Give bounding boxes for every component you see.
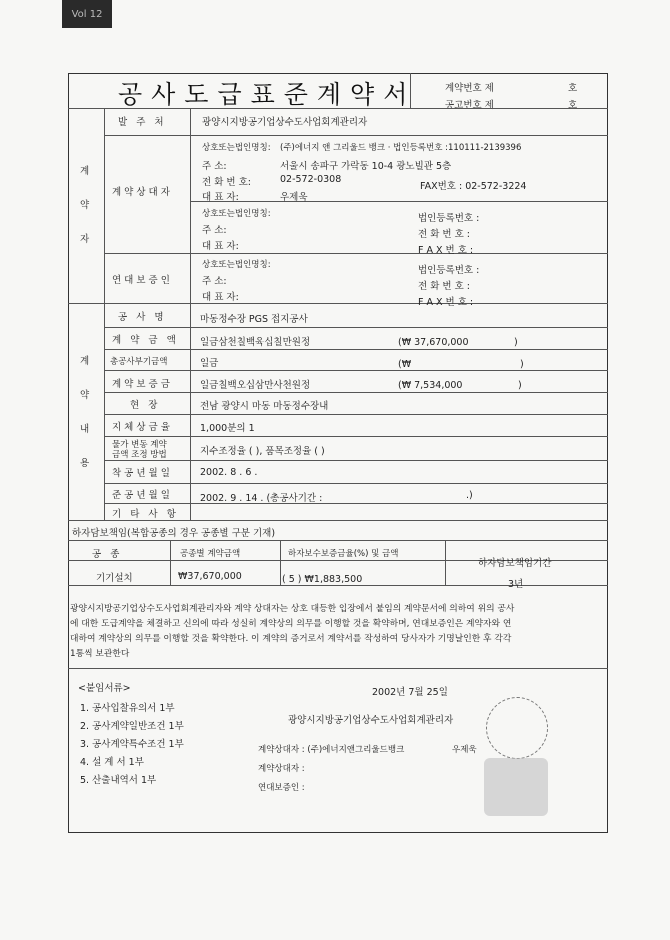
co-contractor-trade-name-label: 상호또는법인명칭: xyxy=(202,209,271,219)
side-label-party-2: 약 xyxy=(80,200,93,211)
paragraph-line-4: 1통씩 보관한다 xyxy=(70,649,130,659)
side-label-content-1: 계 xyxy=(80,356,93,367)
total-amount-text: 일금 xyxy=(200,358,219,369)
start-date-value: 2002. 8 . 6 . xyxy=(200,467,258,478)
deposit-text: 일금칠백오십삼만사천원정 xyxy=(200,380,311,391)
co-contractor-reg-label: 법인등록번호 : xyxy=(418,213,480,224)
warranty-row-amount: ₩37,670,000 xyxy=(178,571,242,582)
signature-contractor: 계약상대자 : (주)에너지앤그리울드뱅크 xyxy=(258,745,405,755)
paragraph-line-3: 대하여 계약상의 의무를 이행할 것을 확약한다. 이 계약의 증거로서 계약서를 작성하여 당사자가 기명날인한 후 각각 xyxy=(70,634,512,644)
orderer-label: 발 주 처 xyxy=(118,117,167,128)
warranty-row-period: 3년 xyxy=(508,579,524,590)
side-label-content-2: 약 xyxy=(80,390,93,401)
total-amount-close: ) xyxy=(520,359,524,370)
finish-date-close: .) xyxy=(466,490,473,501)
signature-contractor-title: 우제욱 xyxy=(452,745,477,755)
contractor-rep: 우제욱 xyxy=(280,192,308,203)
warranty-col-type: 공 종 xyxy=(92,549,123,560)
guarantor-label: 연대보증인 xyxy=(112,275,173,286)
side-label-content-3: 내 xyxy=(80,424,93,435)
co-contractor-address-label: 주 소: xyxy=(202,225,227,236)
side-label-content-4: 용 xyxy=(80,458,93,469)
warranty-col-period: 하자담보책임기간 xyxy=(478,558,552,569)
total-amount-number: (₩ xyxy=(398,359,412,370)
amount-text: 일금삼천칠백육십칠만원정 xyxy=(200,337,311,348)
deposit-label: 계약보증금 xyxy=(112,379,173,390)
price-adjust-value: 지수조정율 ( ), 품목조정율 ( ) xyxy=(200,446,325,457)
attachments-title: <붙임서류> xyxy=(78,683,131,694)
guarantor-reg-label: 법인등록번호 : xyxy=(418,265,480,276)
public-number-suffix: 호 xyxy=(568,100,578,111)
signature-org: 광양시지방공기업상수도사업회계관리자 xyxy=(288,715,454,726)
attachment-item-5: 5. 산출내역서 1부 xyxy=(80,775,157,786)
contractor-phone: 02-572-0308 xyxy=(280,174,342,185)
amount-number: (₩ 37,670,000 xyxy=(398,337,469,348)
project-name-label: 공 사 명 xyxy=(118,312,167,323)
attachment-item-1: 1. 공사입찰유의서 1부 xyxy=(80,703,175,714)
orderer-value: 광양시지방공기업상수도사업회계관리자 xyxy=(202,117,368,128)
price-adjust-label-2: 금액 조정 방법 xyxy=(112,450,167,460)
contract-number-label: 계약번호 제 xyxy=(445,83,494,94)
total-amount-label: 총공사부기금액 xyxy=(110,357,168,367)
corner-tag: Vol 12 xyxy=(62,0,112,28)
amount-close: ) xyxy=(514,337,518,348)
deposit-close: ) xyxy=(518,380,522,391)
attachment-item-2: 2. 공사계약일반조건 1부 xyxy=(80,721,184,732)
site-value: 전남 광양시 마동 마동정수장내 xyxy=(200,401,329,412)
company-seal xyxy=(484,758,548,816)
contractor-rep-label: 대 표 자: xyxy=(202,192,239,203)
contract-number-suffix: 호 xyxy=(568,83,578,94)
agreement-paragraph xyxy=(70,602,604,662)
official-seal xyxy=(486,697,548,759)
contractor-trade-name-label: 상호또는법인명칭: xyxy=(202,143,271,153)
delay-rate-value: 1,000분의 1 xyxy=(200,423,255,434)
paragraph-line-2: 에 대한 도급계약을 체결하고 신의에 따라 성실히 계약상의 의무를 이행할 것을 확약하며, 연대보증인은 계약자와 연 xyxy=(70,619,512,629)
guarantor-phone-label: 전 화 번 호 : xyxy=(418,281,470,292)
warranty-row-rate: ( 5 ) ₩1,883,500 xyxy=(282,574,363,585)
price-adjust-label-1: 물가 변동 계약 xyxy=(112,440,167,450)
signature-co-contractor: 계약상대자 : xyxy=(258,764,305,774)
other-label: 기 타 사 항 xyxy=(112,509,179,520)
contractor-address: 서울시 송파구 가락동 10-4 광노빌관 5층 xyxy=(280,161,452,172)
co-contractor-fax-label: F A X 번 호 : xyxy=(418,245,474,256)
guarantor-rep-label: 대 표 자: xyxy=(202,292,239,303)
guarantor-address-label: 주 소: xyxy=(202,276,227,287)
guarantor-trade-name-label: 상호또는법인명칭: xyxy=(202,260,271,270)
start-date-label: 착공년월일 xyxy=(112,468,173,479)
document-title: 공사도급표준계약서 xyxy=(118,80,417,109)
guarantor-fax-label: F A X 번 호 : xyxy=(418,297,474,308)
contractor-phone-label: 전 화 번 호: xyxy=(202,177,251,188)
signature-guarantor: 연대보증인 : xyxy=(258,783,305,793)
warranty-title: 하자담보책임(복합공종의 경우 공종별 구분 기재) xyxy=(72,528,276,539)
warranty-col-rate: 하자보수보증금율(%) 및 금액 xyxy=(288,549,399,559)
co-contractor-rep-label: 대 표 자: xyxy=(202,241,239,252)
side-label-party-1: 계 xyxy=(80,166,93,177)
contractor-fax: FAX번호 : 02-572-3224 xyxy=(420,181,527,192)
contractor-label: 계약상대자 xyxy=(112,187,173,198)
co-contractor-phone-label: 전 화 번 호 : xyxy=(418,229,470,240)
signature-date: 2002년 7월 25일 xyxy=(372,687,448,698)
paragraph-line-1: 광양시지방공기업상수도사업회계관리자와 계약 상대자는 상호 대등한 입장에서 붙임의 계약문서에 의하여 위의 공사 xyxy=(70,604,515,614)
contractor-address-label: 주 소: xyxy=(202,161,227,172)
project-name: 마동정수장 PGS 접지공사 xyxy=(200,314,308,325)
deposit-number: (₩ 7,534,000 xyxy=(398,380,463,391)
public-number-label: 공고번호 제 xyxy=(445,100,494,111)
attachment-item-3: 3. 공사계약특수조건 1부 xyxy=(80,739,184,750)
finish-date-label: 준공년월일 xyxy=(112,490,173,501)
warranty-row-type: 기기설치 xyxy=(96,573,133,584)
contractor-trade-name: (주)에너지 앤 그리울드 뱅크 · 법인등록번호 :110111-2139396 xyxy=(280,143,522,153)
finish-date-value: 2002. 9 . 14 . (총공사기간 : xyxy=(200,493,323,504)
delay-rate-label: 지체상금율 xyxy=(112,422,173,433)
site-label: 현 장 xyxy=(130,400,161,411)
attachment-item-4: 4. 설 계 서 1부 xyxy=(80,757,144,768)
warranty-col-amount: 공종별 계약금액 xyxy=(180,549,241,559)
amount-label: 계 약 금 액 xyxy=(112,335,179,346)
side-label-party-3: 자 xyxy=(80,234,93,245)
